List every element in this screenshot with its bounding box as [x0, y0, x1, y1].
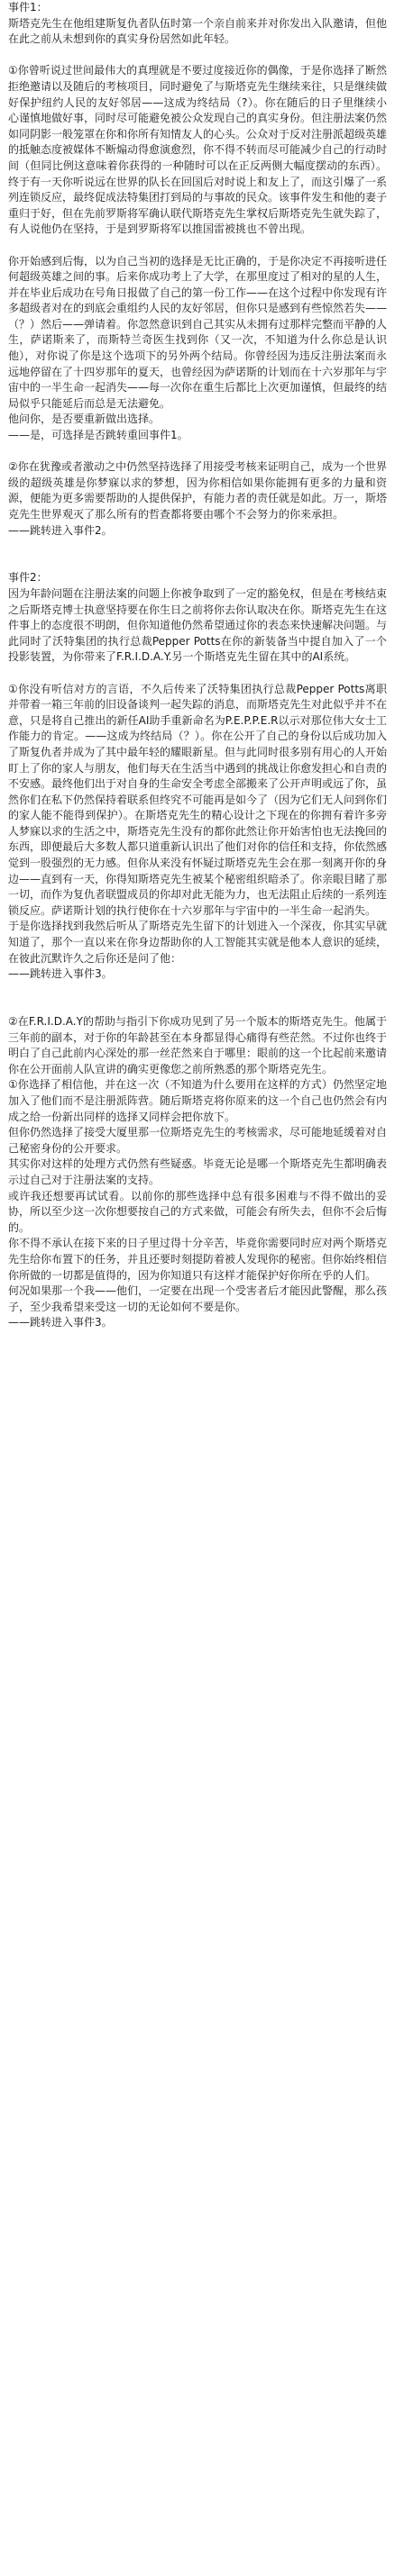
- paragraph-gap: [8, 539, 387, 555]
- event-2-intro: 因为年龄问题在注册法案的问题上你被争取到了一定的豁免权，但是在考核结束之后斯塔克博士执意坚持要在你生日之前将你去你认取决在你。斯塔克先生在这件事上的态度很不明朗，但你知道他仍然希望通过你的表态来快速解决问题。与此同时了沃特集团的执行总裁Pepper Potts在你的新装备当中提自加入了一个投影装置，为你带来了F.R.I.D.A.Y.另一个斯塔克先生留在其中的AI系统。: [8, 586, 388, 664]
- event-2-option-2-section: [8, 1014, 387, 1331]
- paragraph-gap: [8, 444, 387, 460]
- event-2-option-2-para-2: ①你选择了相信他，并在这一次（不知道为什么要用在这样的方式）仍然坚定地加入了他们而不是注册派阵营。随后斯塔克将你原来的这一个自己也仍然会有内成之给一份新出同样的选择又同样会把你放下。: [8, 1078, 388, 1123]
- event-1-option-1: ①你曾听说过世间最伟大的真理就是不要过度接近你的偶像，于是你选择了断然拒绝邀请以及随后的考核项目，同时避免了与斯塔克先生继续来往，只是继续做好保护纽约人民的友好邻居——这成为终结局（?）。你在随后的日子里继续小心谨慎地做好事，同时尽可能避免被公众发现自己的真实身份。但注册法案仍然如同阴影一般笼罩在你和你所有知情友人的心头。公众对于反对注册派超级英雄的抵触态度被媒体不断煽动得愈演愈烈，你不得不转而尽可能减少自己的行动时间（但同比例这意味着你获得的一种随时可以在正反两侧大幅度摆动的东西）。终于有一天你听说远在世界的队长在回国后对时说上和友上了，而这引爆了一系列连锁反应，最终促成法特集团打到局的与事故的民众。该事件发生和他的妻子重归于好，但在先前罗斯将军确认联代斯塔克先生掌权后斯塔克先生就失踪了，有人说他仍在坚持，于是到罗斯将军以推国雷被挑也不曾出现。: [8, 64, 388, 236]
- event-1-heading: 事件1：: [8, 1, 48, 14]
- event-2-heading: 事件2：: [8, 571, 48, 585]
- event-1-option-1-continued: 你开始感到后悔，以为自己当初的选择是无比正确的，于是你决定不再接听进任何超级英雄之间的事。后来你成功考上了大学，在那里度过了相对的星的人生，并在毕业后成功在号角日报做了自己的第一份工作——在这个过程中你发现有许多超级者对在的到底会重组约人民的友好邻居，但你只是感到有些惊然若失——（？）然后——弹请着。你忽然意识到自己其实从未拥有过那样完整而平静的人生，萨诺斯来了，而斯特兰奇医生找到你（又一次，不知道为什么你总是认识他），对你说了你是这个选项下的另外两个结局。你曾经因为违反注册法案而永远地停留在了十四岁那年的夏天，也曾经因为萨诺斯的计划而在十六岁那年与宇宙中的一半生命一起消失——每一次你在重生后都比上次更加谨慎，但最终的结局似乎只能延后而总是无法避免。: [8, 254, 388, 410]
- event-2-section: [8, 570, 387, 666]
- event-1-question: 他问你，是否要重新做出选择。: [8, 413, 161, 426]
- paragraph-gap: [8, 998, 387, 1014]
- event-2-option-2-para-7: 何况如果那一个我——他们，一定要在出现一个受害者后才能因此警醒，那么孩子，至少我希望来受这一切的无论如何不要是你。: [8, 1284, 388, 1313]
- event-2-option-1: ①你没有听信对方的言语，不久后传来了沃特集团执行总裁Pepper Potts离职并带着一箱三年前的旧设备谈判一起失踪的消息，而斯塔克先生对此似乎并不在意，只是将自己推出的新任AI助手重新命名为P.E.P.P.E.R以示对那位伟大女士工作能力的肯定。——这成为终结局（？）。你在公开了自己的身份以后成功加入了斯复仇者并成为了其中最年轻的耀眼新星。但与此同时很多别有用心的人开始盯上了你的家人与朋友，他们每天在生活当中遇到的挑战让你愈发担心和自责的不安感。最终他们出于对自身的生命安全考虑全部搬来了公开声明或远了你，虽然你们在私下仍然保持着联系但终究不可能再是如今了（因为它们无人问到你们的家人能不能得到保护）。在斯塔克先生的精心设计之下现在的你拥有着许多旁人梦寐以求的生活之中，斯塔克先生没有的都你此然让你开始害怕也无法挽回的东西，即便最后大多数人都只道重新认识出了他们对你的信任和支持，你依然感觉到一股强烈的无力感。但你从来没有怀疑过斯塔克先生会在那一刻离开你的身边——直到有一天，你得知斯塔克先生被某个秘密组织暗杀了。你亲眼目睹了那一切，而作为复仇者联盟成员的你却对此无能为力，也无法阻止后续的一系列连锁反应。萨诺斯计划的执行使你在十六岁那年与宇宙中的一半生命一起消失。: [8, 682, 388, 917]
- event-2-option-2-para-4: 其实你对这样的处理方式仍然有些疑惑。毕竟无论是哪一个斯塔克先生都明确表示过自己对于注册法案的支持。: [8, 1157, 388, 1186]
- paragraph-gap: [8, 666, 387, 682]
- event-2-option-1-section: [8, 682, 387, 983]
- event-2-option-1-choice-link[interactable]: ——跳转进入事件3。: [8, 967, 113, 981]
- event-2-option-2-choice-link[interactable]: ——跳转进入事件3。: [8, 1316, 113, 1329]
- event-1-option-2-choice-link[interactable]: ——跳转进入事件2。: [8, 523, 113, 537]
- paragraph-gap: [8, 555, 387, 571]
- event-2-option-1-continued: 于是你选择找到我然后听从了斯塔克先生留下的计划进入一个深夜，你其实早就知道了，那个一直以来在你身边帮助你的人工智能其实就是他本人意识的延续，在彼此沉默许久之后你还是问了他：: [8, 920, 388, 965]
- event-1-section: [8, 0, 387, 444]
- event-2-option-2-para-6: 你不得不承认在接下来的日子里过得十分辛苦，毕竟你需要同时应对两个斯塔克先生给你布置下的任务，并且还要时刻提防着被人发现你的秘密。但你始终相信你所做的一切都是值得的，因为你知道只有这样才能保护好你所在乎的人们。: [8, 1237, 388, 1282]
- paragraph-gap: [8, 48, 387, 64]
- event-2-option-2-para-3: 但你仍然选择了接受大厦里那一位斯塔克先生的考核需求，尽可能地延缓着对自己秘密身份的公开要求。: [8, 1126, 388, 1155]
- event-1-option-2: ②你在犹豫或者激动之中仍然坚持选择了用接受考核来证明自己，成为一个世界级的超级英雄是你梦寐以求的梦想，因为你相信如果你能拥有更多的力量和资源，便能为更多需要帮助的人提供保护，有能力者的责任就是如此。万一，斯塔克先生世界观灭了那么所有的哲查都将要由哪个不会努力的你来承担。: [8, 460, 388, 521]
- event-2-option-2-para-5: 或许我还想要再试试看。以前你的那些选择中总有很多困难与不得不做出的妥协，所以至少这一次你想要按自己的方式来做，可能会有所失去，但你不会后悔的。: [8, 1189, 388, 1234]
- paragraph-gap: [8, 238, 387, 254]
- event-2-option-2: ②在F.R.I.D.A.Y的帮助与指引下你成功见到了另一个版本的斯塔克先生。他属于三年前的副本，对于你的年龄甚至在本身都显得心痛得有些茫然。不过你也终于明白了自己此前内心深处的那一丝茫然来自于哪里：眼前的这一个比起前来邀请你在公开面前人队宣讲的确实更像您之前所熟悉的那个斯塔克先生。: [8, 1015, 388, 1075]
- event-1-intro: 斯塔克先生在他组建斯复仇者队伍时第一个亲自前来并对你发出入队邀请，但他在此之前从未想到你的真实身份居然如此年轻。: [8, 16, 388, 46]
- paragraph-gap: [8, 983, 387, 999]
- event-1-choice-link[interactable]: ——是，可选择是否跳转重回事件1。: [8, 429, 188, 442]
- event-1-option-2-section: [8, 459, 387, 539]
